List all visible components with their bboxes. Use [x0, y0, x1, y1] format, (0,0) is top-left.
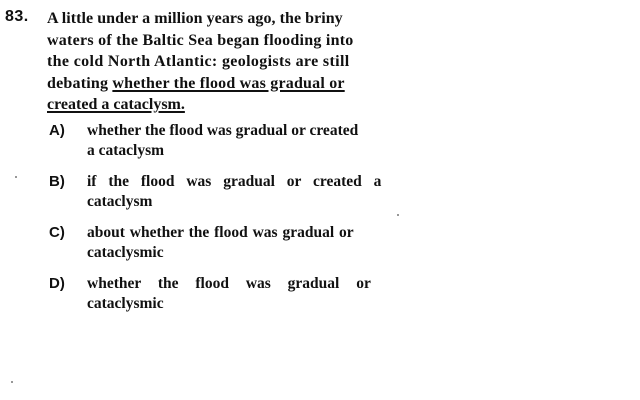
question-stem — [47, 8, 354, 116]
choice-text — [87, 274, 385, 314]
choice-letter: B) — [49, 173, 65, 190]
choice-line: if the flood was gradual or created a — [87, 173, 382, 190]
question-number: 83. — [5, 8, 29, 25]
choice-b[interactable] — [47, 172, 392, 223]
choice-letter: D) — [49, 275, 65, 292]
choice-text — [87, 223, 385, 263]
stem-line-text: debating — [47, 74, 113, 92]
choice-a[interactable] — [47, 121, 392, 172]
stem-line: A little under a million years ago, the briny — [47, 10, 343, 27]
choice-line: whether the flood was gradual or — [87, 275, 371, 292]
answer-choices — [47, 121, 392, 325]
underlined-portion: whether the flood was gradual or — [112, 74, 345, 92]
stem-line: waters of the Baltic Sea began flooding into — [47, 31, 354, 49]
choice-text — [87, 172, 385, 212]
stem-line: the cold North Atlantic: geologists are still — [47, 53, 350, 70]
scan-speck — [15, 176, 17, 178]
choice-line: cataclysmic — [87, 295, 164, 312]
scan-speck — [11, 381, 13, 383]
choice-line: whether the flood was gradual or created — [87, 122, 359, 139]
choice-line: cataclysmic — [87, 244, 164, 261]
choice-line: about whether the flood was gradual or — [87, 224, 354, 241]
choice-c[interactable] — [47, 223, 392, 274]
underlined-portion-continued: created a cataclysm. — [47, 96, 185, 113]
scan-speck — [397, 214, 399, 216]
stem-line — [47, 94, 354, 116]
stem-line — [47, 73, 354, 95]
choice-line: a cataclysm — [87, 142, 165, 159]
choice-line: cataclysm — [87, 193, 153, 210]
choice-letter: C) — [49, 224, 65, 241]
choice-d[interactable] — [47, 274, 392, 325]
choice-letter: A) — [49, 122, 65, 139]
choice-text — [87, 121, 385, 161]
